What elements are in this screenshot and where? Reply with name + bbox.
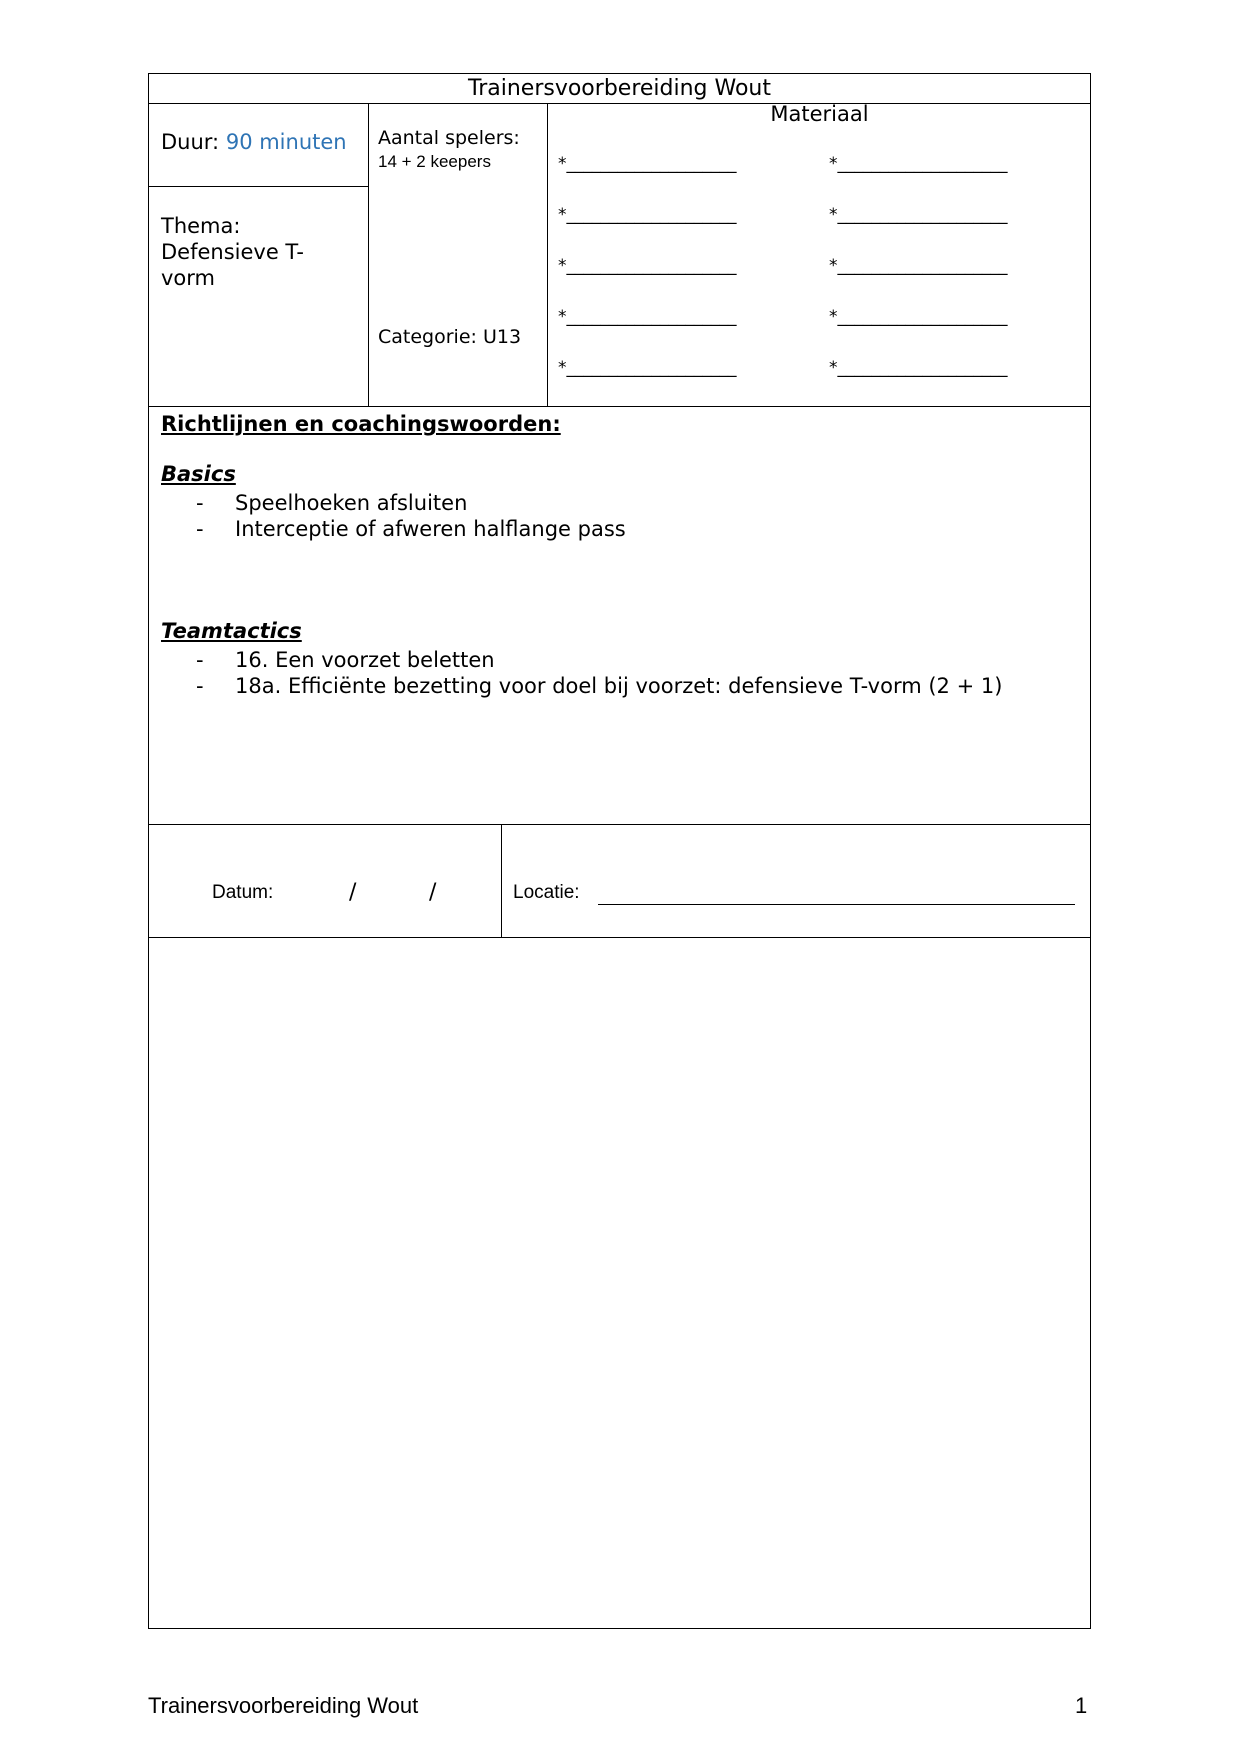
materiaal-line: *____________________ <box>558 205 737 225</box>
locatie-line <box>598 904 1075 905</box>
materiaal-line: *____________________ <box>829 256 1008 276</box>
richtlijnen-heading: Richtlijnen en coachingswoorden: <box>161 412 561 436</box>
divider-richtlijnen <box>149 824 1090 825</box>
divider-info <box>149 406 1090 407</box>
page-number: 1 <box>1075 1693 1088 1718</box>
basics-list <box>196 490 626 542</box>
materiaal-line: *____________________ <box>829 307 1008 327</box>
thema-field <box>161 213 361 291</box>
locatie-label: Locatie: <box>513 882 580 903</box>
thema-value-2: vorm <box>161 266 215 290</box>
divider-datum <box>501 824 502 937</box>
training-form <box>148 73 1091 1629</box>
form-title: Trainersvoorbereiding Wout <box>149 74 1090 104</box>
list-item: - Interceptie of afweren halflange pass <box>196 517 626 541</box>
divider-col2 <box>547 103 548 406</box>
aantal-value: 14 + 2 keepers <box>378 152 491 171</box>
materiaal-line: *____________________ <box>558 358 737 378</box>
materiaal-line: *____________________ <box>558 256 737 276</box>
materiaal-title: Materiaal <box>770 102 869 126</box>
teamtactics-list <box>196 647 1002 699</box>
materiaal-line: *____________________ <box>558 154 737 174</box>
teamtactics-heading: Teamtactics <box>161 619 302 643</box>
datum-slash: / <box>349 880 357 905</box>
basics-heading: Basics <box>161 462 236 486</box>
datum-slash: / <box>429 880 437 905</box>
categorie-field: Categorie: U13 <box>378 326 522 348</box>
divider-duur <box>149 186 368 187</box>
datum-label: Datum: <box>212 882 274 903</box>
list-item: - 16. Een voorzet beletten <box>196 648 495 672</box>
thema-value-1: Defensieve T- <box>161 240 304 264</box>
footer-title: Trainersvoorbereiding Wout <box>148 1693 419 1718</box>
duur-label: Duur: <box>161 130 220 154</box>
list-item: - Speelhoeken afsluiten <box>196 491 468 515</box>
aantal-spelers-field <box>378 126 520 174</box>
materiaal-line: *____________________ <box>558 307 737 327</box>
divider-col1 <box>368 103 369 406</box>
materiaal-line: *____________________ <box>829 205 1008 225</box>
duur-field <box>161 130 347 154</box>
thema-label: Thema: <box>161 214 241 238</box>
duur-value: 90 minuten <box>225 130 347 154</box>
aantal-label: Aantal spelers: <box>378 127 520 149</box>
materiaal-line: *____________________ <box>829 358 1008 378</box>
materiaal-line: *____________________ <box>829 154 1008 174</box>
list-item: - 18a. Efficiënte bezetting voor doel bij voorzet: defensieve T-vorm (2 + 1) <box>196 674 1003 698</box>
divider-meta <box>149 937 1090 938</box>
